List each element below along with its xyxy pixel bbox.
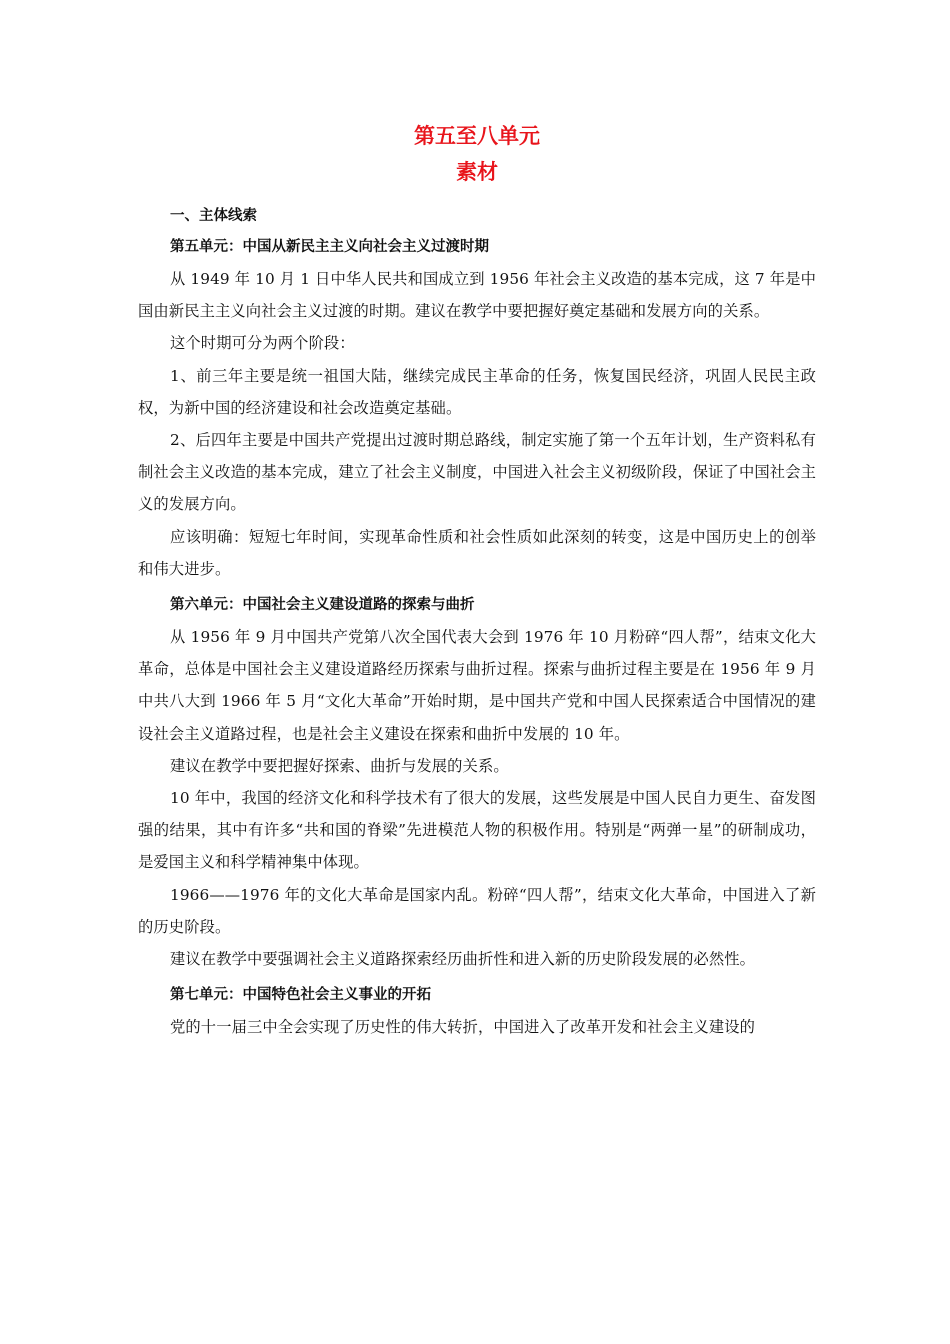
unit5-paragraph-1: 从 1949 年 10 月 1 日中华人民共和国成立到 1956 年社会主义改造的基本完成，这 7 年是中国由新民主主义向社会主义过渡的时期。建议在教学中要把握好奠定基础和发展方向的关系。 (138, 270, 816, 321)
unit6-paragraph-4: 1966——1976 年的文化大革命是国家内乱。粉碎“四人帮”，结束文化大革命，中国进入了新的历史阶段。 (138, 885, 816, 936)
document-title: 第五至八单元 (414, 124, 540, 148)
unit6-paragraph-5: 建议在教学中要强调社会主义道路探索经历曲折性和进入新的历史阶段发展的必然性。 (170, 950, 756, 969)
unit5-paragraph-3: 1、前三年主要是统一祖国大陆，继续完成民主革命的任务，恢复国民经济，巩固人民民主政权，为新中国的经济建设和社会改造奠定基础。 (138, 366, 816, 417)
main-heading: 一、主体线索 (170, 208, 257, 224)
document-subtitle: 素材 (456, 160, 498, 184)
unit7-paragraph-1: 党的十一届三中全会实现了历史性的伟大转折，中国进入了改革开发和社会主义建设的 (170, 1018, 756, 1037)
unit5-paragraph-2: 这个时期可分为两个阶段： (170, 334, 355, 353)
document-page (138, 118, 816, 1043)
unit6-paragraph-3: 10 年中，我国的经济文化和科学技术有了很大的发展，这些发展是中国人民自力更生、奋发图强的结果，其中有许多“共和国的脊梁”先进模范人物的积极作用。特别是“两弹一星”的研制成功，是爱国主义和科学精神集中体现。 (138, 789, 816, 872)
unit6-paragraph-1: 从 1956 年 9 月中国共产党第八次全国代表大会到 1976 年 10 月粉碎“四人帮”，结束文化大革命，总体是中国社会主义建设道路经历探索与曲折过程。探索与曲折过程主要是在 1956 年 9 月中共八大到 1966 年 5 月“文化大革命”开始时期，是中国共产党和中国人民探索适合中国情况的建设社会主义道路过程，也是社会主义建设在探索和曲折中发展的 10 年。 (138, 628, 816, 743)
unit5-heading: 第五单元：中国从新民主主义向社会主义过渡时期 (170, 239, 489, 255)
unit5-paragraph-4: 2、后四年主要是中国共产党提出过渡时期总路线，制定实施了第一个五年计划，生产资料私有制社会主义改造的基本完成，建立了社会主义制度，中国进入社会主义初级阶段，保证了中国社会主义的发展方向。 (138, 431, 816, 514)
unit5-paragraph-5: 应该明确：短短七年时间，实现革命性质和社会性质如此深刻的转变，这是中国历史上的创举和伟大进步。 (138, 527, 816, 578)
unit7-heading: 第七单元：中国特色社会主义事业的开拓 (170, 987, 431, 1004)
unit6-heading: 第六单元：中国社会主义建设道路的探索与曲折 (170, 597, 475, 614)
unit6-paragraph-2: 建议在教学中要把握好探索、曲折与发展的关系。 (170, 756, 509, 775)
